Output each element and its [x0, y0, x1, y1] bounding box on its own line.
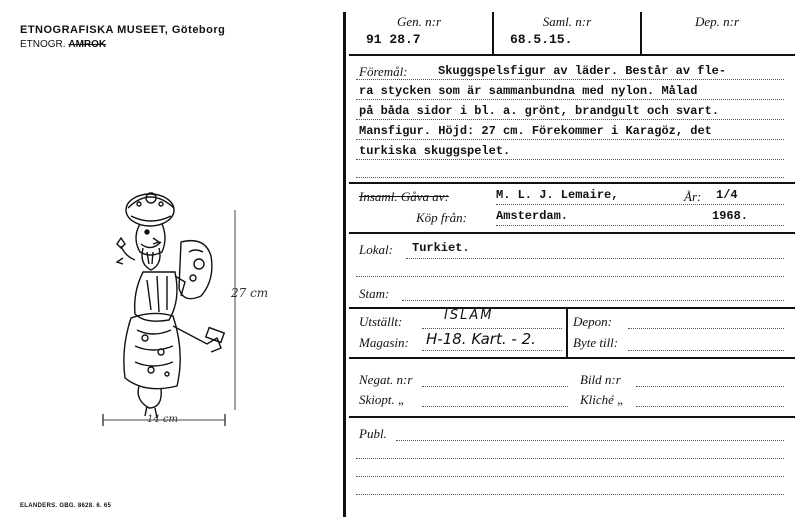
dotted-rule	[356, 476, 784, 477]
dotted-rule	[636, 386, 784, 387]
dotted-rule	[356, 177, 784, 178]
utstallt-value: ISLAM	[444, 308, 494, 323]
ar-label: År:	[684, 189, 702, 204]
dotted-rule	[356, 458, 784, 459]
divider	[349, 182, 795, 184]
skiopt-label: Skiopt. „	[359, 392, 406, 407]
header-row	[346, 12, 795, 54]
foremal-label: Föremål:	[359, 64, 408, 79]
kliche-label: Kliché „	[580, 392, 625, 407]
dotted-rule	[496, 225, 784, 226]
dotted-rule	[422, 328, 562, 329]
byte-till-label: Byte till:	[573, 335, 619, 350]
insaml-value: M. L. J. Lemaire,	[496, 188, 619, 202]
dotted-rule	[422, 406, 568, 407]
etnogr-struck: AMROK	[68, 39, 107, 50]
dotted-rule	[356, 119, 784, 120]
dotted-rule	[356, 99, 784, 100]
height-annotation: 27 cm	[231, 286, 269, 300]
dotted-rule	[628, 350, 784, 351]
stam-label: Stam:	[359, 286, 390, 301]
insaml-label: Insaml. Gåva av:	[359, 189, 449, 204]
catalog-card-form	[343, 12, 795, 517]
department-label	[20, 39, 106, 50]
negat-label: Negat. n:r	[359, 372, 413, 387]
saml-nr-value: 68.5.15.	[510, 32, 573, 47]
saml-nr-cell	[494, 12, 640, 54]
foremal-line: på båda sidor i bl. a. grönt, brandgult och svart.	[359, 104, 720, 118]
printer-imprint: ELANDERS. GBG. 8628. 6. 65	[20, 503, 112, 509]
etnogr-prefix: ETNOGR.	[20, 39, 66, 50]
depon-label: Depon:	[573, 314, 612, 329]
foremal-line: turkiska skuggspelet.	[359, 144, 511, 158]
dotted-rule	[402, 300, 784, 301]
gen-nr-cell	[346, 12, 492, 54]
dep-nr-label: Dep. n:r	[694, 14, 740, 29]
divider	[349, 416, 795, 418]
lokal-value: Turkiet.	[412, 241, 470, 255]
divider	[349, 307, 795, 309]
kop-fran-value: Amsterdam.	[496, 209, 569, 223]
kop-fran-label: Köp från:	[416, 210, 467, 225]
dotted-rule	[356, 139, 784, 140]
lokal-label: Lokal:	[359, 242, 393, 257]
museum-title: ETNOGRAFISKA MUSEET, Göteborg	[20, 24, 226, 36]
dotted-rule	[628, 328, 784, 329]
utstallt-divider	[566, 307, 568, 357]
ar-value: 1/4	[716, 188, 738, 202]
dotted-rule	[356, 159, 784, 160]
magasin-label: Magasin:	[359, 335, 409, 350]
bild-label: Bild n:r	[580, 372, 621, 387]
dotted-rule	[356, 79, 784, 80]
dotted-rule	[636, 406, 784, 407]
shadow-puppet-drawing	[95, 180, 295, 440]
foremal-line: ra stycken som är sammanbundna med nylon. Målad	[359, 84, 698, 98]
puppet-figure-image	[95, 180, 295, 440]
dotted-rule	[396, 440, 784, 441]
saml-nr-label: Saml. n:r	[542, 14, 592, 29]
dotted-rule	[422, 386, 568, 387]
dotted-rule	[356, 494, 784, 495]
foremal-line: Mansfigur. Höjd: 27 cm. Förekommer i Karagöz, det	[359, 124, 712, 138]
magasin-value: H-18. Kart. - 2.	[426, 330, 536, 348]
dotted-rule	[496, 204, 784, 205]
utstallt-label: Utställt:	[359, 314, 403, 329]
width-annotation: 14 cm	[147, 414, 178, 425]
foremal-line: Skuggspelsfigur av läder. Består av fle-	[438, 64, 727, 78]
kop-year: 1968.	[712, 209, 749, 223]
dotted-rule	[356, 276, 784, 277]
gen-nr-value: 91 28.7	[366, 32, 421, 47]
divider	[349, 357, 795, 359]
dotted-rule	[406, 258, 784, 259]
dotted-rule	[422, 350, 562, 351]
publ-label: Publ.	[359, 426, 387, 441]
gen-nr-label: Gen. n:r	[396, 14, 442, 29]
divider	[349, 232, 795, 234]
dep-nr-cell	[642, 12, 792, 54]
divider	[349, 54, 795, 56]
